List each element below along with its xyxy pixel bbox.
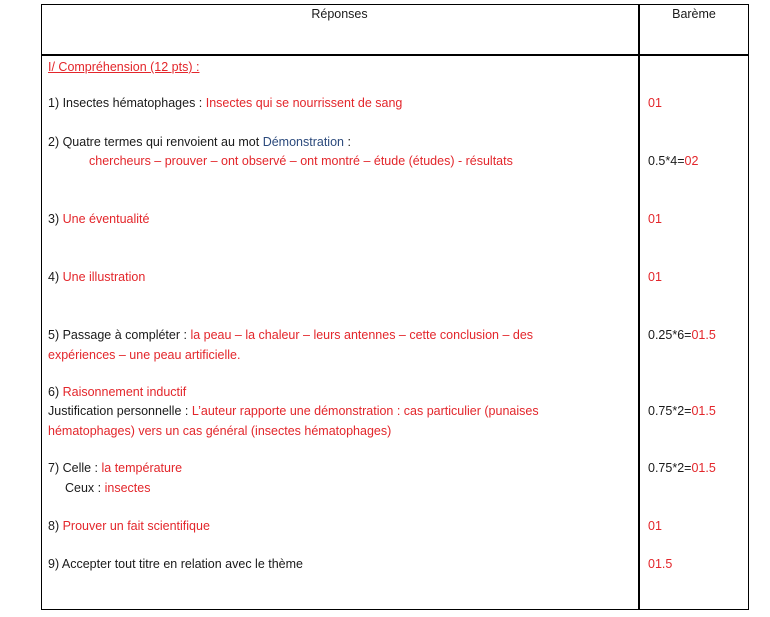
- question-6-score-formula: 0.75*2=: [648, 404, 692, 418]
- question-7-label2: Ceux :: [65, 481, 105, 495]
- question-3: [48, 209, 149, 229]
- section-title: I/ Compréhension (12 pts) :: [48, 60, 200, 74]
- question-2-label: 2) Quatre termes qui renvoient au mot: [48, 135, 263, 149]
- question-6-score-value: 01.5: [691, 404, 716, 418]
- question-2-score-value: 02: [684, 154, 699, 168]
- question-5: [48, 325, 533, 345]
- question-6-justification-line1: L’auteur rapporte une démonstration : cas particulier (punaises: [191, 404, 539, 418]
- question-8-label: 8): [48, 519, 63, 533]
- question-4-label: 4): [48, 270, 63, 284]
- question-6-justification-line2: hématophages) vers un cas général (insectes hématophages): [48, 424, 392, 438]
- header-bareme: Barème: [672, 7, 716, 21]
- question-2-answer: chercheurs – prouver – ont observé – ont montré – étude (études) - résultats: [89, 154, 513, 168]
- question-8-score: 01: [648, 519, 662, 533]
- question-1-answer: Insectes qui se nourrissent de sang: [205, 96, 403, 110]
- question-2-score: [648, 151, 698, 171]
- question-7-score-value: 01.5: [691, 461, 716, 475]
- question-5-answer-line1: la peau – la chaleur – leurs antennes – cette conclusion – des: [190, 328, 534, 342]
- header-divider: [41, 54, 749, 56]
- question-5-answer-line2: expériences – une peau artificielle.: [48, 348, 241, 362]
- question-9-score: 01.5: [648, 557, 673, 571]
- question-7-line2: [65, 478, 150, 498]
- column-divider: [638, 4, 640, 610]
- question-4-answer: Une illustration: [62, 270, 146, 284]
- question-9-label: 9) Accepter tout titre en relation avec le thème: [48, 557, 303, 571]
- question-2-colon: :: [343, 135, 351, 149]
- question-3-answer: Une éventualité: [62, 212, 150, 226]
- question-5-score-value: 01.5: [691, 328, 716, 342]
- question-1-label: 1) Insectes hématophages :: [48, 96, 206, 110]
- question-2: [48, 132, 351, 152]
- question-1: [48, 93, 402, 113]
- question-7-answer1: la température: [101, 461, 183, 475]
- question-7-label1: 7) Celle :: [48, 461, 102, 475]
- question-6-justification-label: Justification personnelle :: [48, 404, 192, 418]
- question-6-score: [648, 401, 716, 421]
- question-2-score-formula: 0.5*4=: [648, 154, 685, 168]
- question-2-keyword: Démonstration: [262, 135, 344, 149]
- question-5-label: 5) Passage à compléter :: [48, 328, 191, 342]
- question-3-score: 01: [648, 212, 662, 226]
- header-reponses: Réponses: [311, 7, 368, 21]
- question-6-answer: Raisonnement inductif: [62, 385, 187, 399]
- question-7-score: [648, 458, 716, 478]
- question-1-score: 01: [648, 96, 662, 110]
- question-8-answer: Prouver un fait scientifique: [62, 519, 210, 533]
- question-6: [48, 382, 186, 402]
- question-6-label: 6): [48, 385, 63, 399]
- question-7-line1: [48, 458, 182, 478]
- question-6-justification: [48, 401, 539, 421]
- question-4: [48, 267, 145, 287]
- question-8: [48, 516, 210, 536]
- question-4-score: 01: [648, 270, 662, 284]
- question-5-score-formula: 0.25*6=: [648, 328, 692, 342]
- question-3-label: 3): [48, 212, 63, 226]
- question-7-answer2: insectes: [104, 481, 151, 495]
- question-7-score-formula: 0.75*2=: [648, 461, 692, 475]
- question-5-score: [648, 325, 716, 345]
